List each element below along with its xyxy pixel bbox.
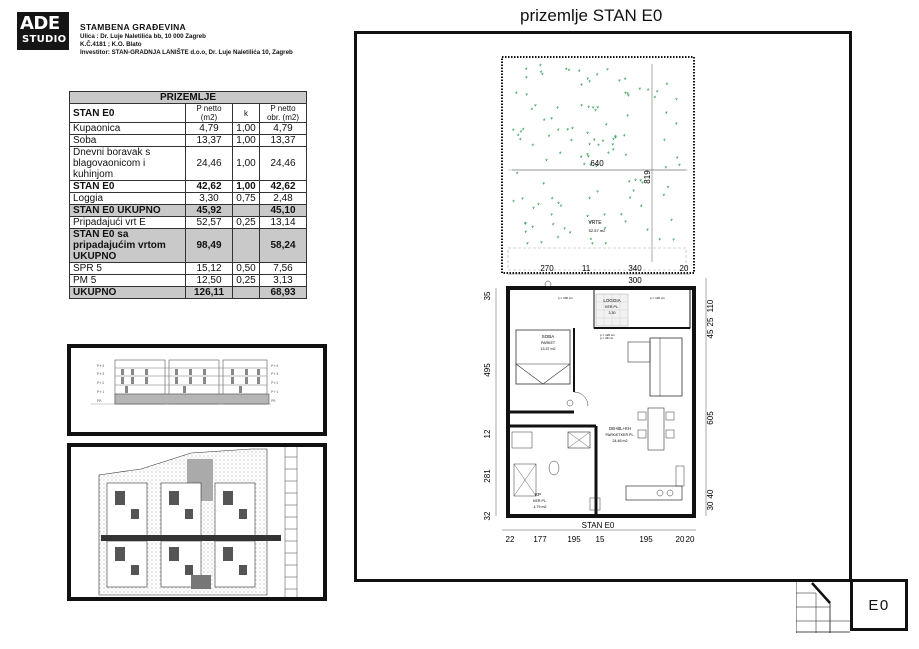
row-name: STAN E0 UKUPNO xyxy=(70,205,186,217)
window-label: p = 39 cm xyxy=(600,336,614,340)
header-k: k xyxy=(233,104,260,123)
grass-tuft xyxy=(543,182,545,184)
soba-area: 13.37 m2 xyxy=(540,347,556,351)
living-floor: PARK/ETKER.PL. xyxy=(605,433,635,437)
row-p-netto: 13,37 xyxy=(186,135,233,147)
grass-tuft xyxy=(556,106,558,108)
grass-tuft xyxy=(634,179,636,181)
dim-top-value: 20 xyxy=(679,264,689,273)
grass-tuft xyxy=(665,111,667,113)
row-name: PM 5 xyxy=(70,275,186,287)
row-p-netto-obr: 4,79 xyxy=(260,123,307,135)
dim-garden-width: 640 xyxy=(590,159,604,168)
project-investor: Investitor: STAN-GRADNJA LANIŠTE d.o.o, Dr. Luje Naletilića 10, Zagreb xyxy=(80,49,293,56)
grass-tuft xyxy=(586,215,588,217)
grass-tuft xyxy=(570,139,572,141)
project-parcel: K.Č.4181 ; K.O. Blato xyxy=(80,41,142,48)
soba-name: SOBA xyxy=(541,334,555,339)
loggia-name: LOGGIA xyxy=(603,298,621,303)
dim-300: 300 xyxy=(628,276,642,285)
dims-right xyxy=(706,299,715,510)
grass-tuft xyxy=(525,76,527,78)
grass-tuft xyxy=(571,127,573,129)
garden-area: 52.57 m2 xyxy=(588,228,606,233)
grass-tuft xyxy=(625,153,627,155)
grass-tuft xyxy=(552,223,554,225)
grass-tuft xyxy=(559,151,561,153)
dims-top xyxy=(540,264,689,285)
row-p-netto: 24,46 xyxy=(186,147,233,181)
row-k xyxy=(233,229,260,263)
row-name: UKUPNO xyxy=(70,287,186,299)
grass-tuft xyxy=(521,197,523,199)
toilet xyxy=(549,461,559,475)
row-name: Dnevni boravak s blagovaonicom i kuhinjom xyxy=(70,147,186,181)
dim-left-value: 12 xyxy=(483,429,492,439)
grass-tuft xyxy=(558,202,560,204)
dim-right-value: 40 xyxy=(706,489,715,499)
dim-top-value: 11 xyxy=(581,264,591,273)
grass-tuft xyxy=(589,143,591,145)
row-p-netto-obr: 7,56 xyxy=(260,263,307,275)
grass-tuft xyxy=(606,68,608,70)
elevation-level-label: P+1 xyxy=(97,390,105,394)
grass-tuft xyxy=(534,104,536,106)
grass-tuft xyxy=(545,159,547,161)
grass-tuft xyxy=(589,197,591,199)
dim-bottom-value: 20 xyxy=(685,535,695,544)
grass-tuft xyxy=(588,105,590,107)
row-p-netto: 52,57 xyxy=(186,217,233,229)
grass-tuft xyxy=(656,90,658,92)
dim-right-value: 110 xyxy=(706,299,715,313)
window-label: p = 100 cm xyxy=(558,296,573,300)
row-k: 0,75 xyxy=(233,193,260,205)
table-row xyxy=(70,193,307,205)
row-p-netto: 4,79 xyxy=(186,123,233,135)
row-k: 1,00 xyxy=(233,181,260,193)
grass-tuft xyxy=(588,80,590,82)
row-p-netto-obr: 24,46 xyxy=(260,147,307,181)
elevation-level-label: PR xyxy=(271,399,276,403)
row-p-netto-obr: 68,93 xyxy=(260,287,307,299)
elevation-drawing xyxy=(71,348,323,432)
row-p-netto-obr: 2,48 xyxy=(260,193,307,205)
table-row xyxy=(70,263,307,275)
grass-tuft xyxy=(533,206,535,208)
grass-tuft xyxy=(551,213,553,215)
elevation-level-label: P+1 xyxy=(271,390,279,394)
grass-tuft xyxy=(602,139,604,141)
grass-tuft xyxy=(551,197,553,199)
project-street: Ulica : Dr. Luje Naletilića bb, 10 000 Zagreb xyxy=(80,33,206,40)
kitchen-counter xyxy=(626,486,682,500)
row-k: 1,00 xyxy=(233,123,260,135)
grass-tuft xyxy=(515,91,517,93)
grass-tuft xyxy=(525,67,527,69)
row-name: Loggia xyxy=(70,193,186,205)
floor-plan xyxy=(460,52,720,552)
grass-tuft xyxy=(520,130,522,132)
studio-logo xyxy=(17,12,69,50)
grass-tuft xyxy=(667,186,669,188)
row-k: 0,25 xyxy=(233,275,260,287)
dim-bottom-value: 177 xyxy=(533,535,547,544)
grass-tuft xyxy=(592,106,594,108)
grass-tuft xyxy=(593,138,595,140)
grass-tuft xyxy=(568,69,570,71)
grass-tuft xyxy=(640,204,642,206)
dim-right-value: 45 xyxy=(706,329,715,339)
grass-tuft xyxy=(587,131,589,133)
table-header-row xyxy=(70,104,307,123)
grass-tuft xyxy=(605,242,607,244)
grass-tuft xyxy=(620,213,622,215)
grass-tuft xyxy=(597,106,599,108)
elevation-level-label: P+2 xyxy=(97,381,105,385)
table-row xyxy=(70,229,307,263)
grass-tuft xyxy=(612,143,614,145)
dim-bottom-value: 195 xyxy=(639,535,653,544)
living-name: DB+BL+KH xyxy=(609,426,631,431)
washbasin xyxy=(512,432,532,448)
grass-tuft xyxy=(525,230,527,232)
dim-bottom-value: 20 xyxy=(675,535,685,544)
grass-tuft xyxy=(597,144,599,146)
logo-text-studio: STUDIO xyxy=(22,34,67,45)
grass-tuft xyxy=(594,109,596,111)
grass-tuft xyxy=(625,220,627,222)
dim-right-value: 25 xyxy=(706,317,715,327)
row-name: Soba xyxy=(70,135,186,147)
grass-tuft xyxy=(629,196,631,198)
grass-tuft xyxy=(597,190,599,192)
grass-tuft xyxy=(532,144,534,146)
table-row xyxy=(70,147,307,181)
grass-tuft xyxy=(624,91,626,93)
grass-tuft xyxy=(557,236,559,238)
grass-tuft xyxy=(628,180,630,182)
window-label: p = 120 cm xyxy=(600,333,615,337)
project-info xyxy=(80,22,293,57)
dim-left-value: 281 xyxy=(483,469,492,483)
grass-tuft xyxy=(512,200,514,202)
grass-tuft xyxy=(673,238,675,240)
sofa xyxy=(650,338,682,396)
elevation-level-label: PR xyxy=(97,399,102,403)
dim-left-value: 35 xyxy=(483,291,492,301)
living-area: 24.46 m2 xyxy=(612,439,628,443)
grass-tuft xyxy=(532,225,534,227)
grass-tuft xyxy=(526,242,528,244)
grass-tuft xyxy=(537,203,539,205)
dim-left-value: 495 xyxy=(483,363,492,377)
dim-right-value: 30 xyxy=(706,501,715,511)
dim-top-value: 270 xyxy=(540,264,554,273)
row-name: SPR 5 xyxy=(70,263,186,275)
grass-tuft xyxy=(512,128,514,130)
grass-tuft xyxy=(623,134,625,136)
grass-tuft xyxy=(624,77,626,79)
dims-bottom xyxy=(506,535,695,544)
fridge xyxy=(676,466,684,486)
row-k: 0,25 xyxy=(233,217,260,229)
dim-left-value: 32 xyxy=(483,511,492,521)
north-corner-symbol xyxy=(796,581,850,633)
grass-tuft xyxy=(541,73,543,75)
window-label: p = 120 cm xyxy=(650,296,665,300)
table-row xyxy=(70,135,307,147)
grass-tuft xyxy=(618,79,620,81)
elevation-level-label: P+3 xyxy=(271,372,279,376)
grass-tuft xyxy=(627,114,629,116)
header-p-netto-obr: P netto obr. (m2) xyxy=(260,104,307,123)
grass-tuft xyxy=(540,241,542,243)
grass-tuft xyxy=(569,231,571,233)
grass-tuft xyxy=(675,122,677,124)
grass-tuft xyxy=(590,238,592,240)
armchair xyxy=(628,342,650,362)
project-title: STAMBENA GRAĐEVINA xyxy=(80,22,186,32)
grass-tuft xyxy=(603,213,605,215)
header-p-netto: P netto (m2) xyxy=(186,104,233,123)
elevation-level-label: P+4 xyxy=(97,364,105,368)
grass-tuft xyxy=(596,73,598,75)
bath-name: KP xyxy=(534,492,542,497)
row-p-netto: 126,11 xyxy=(186,287,233,299)
site-plan-thumbnail xyxy=(67,443,327,601)
row-k: 0,50 xyxy=(233,263,260,275)
grass-tuft xyxy=(516,172,518,174)
elevation-thumbnail xyxy=(67,344,327,436)
row-p-netto: 15,12 xyxy=(186,263,233,275)
dim-top-value: 340 xyxy=(628,264,642,273)
grass-tuft xyxy=(548,134,550,136)
row-p-netto-obr: 3,13 xyxy=(260,275,307,287)
terrace-outline xyxy=(508,248,686,270)
grass-tuft xyxy=(666,82,668,84)
table-row xyxy=(70,123,307,135)
grass-tuft xyxy=(663,138,665,140)
grass-tuft xyxy=(591,242,593,244)
row-p-netto: 3,30 xyxy=(186,193,233,205)
row-name: Pripadajući vrt E xyxy=(70,217,186,229)
grass-tuft xyxy=(607,151,609,153)
grass-tuft xyxy=(531,108,533,110)
logo-text-ade: ADE xyxy=(20,13,60,34)
row-p-netto: 42,62 xyxy=(186,181,233,193)
grass-tuft xyxy=(646,228,648,230)
dining-table xyxy=(648,408,664,450)
garden-grass xyxy=(512,64,680,245)
row-k xyxy=(233,287,260,299)
row-name: Kupaonica xyxy=(70,123,186,135)
row-k: 1,00 xyxy=(233,135,260,147)
area-table xyxy=(69,91,307,299)
grass-tuft xyxy=(519,138,521,140)
dims-left xyxy=(483,291,492,520)
plan-title: prizemlje STAN E0 xyxy=(520,6,663,25)
elevation-level-label: P+3 xyxy=(97,372,105,376)
loggia-area: 3.30 xyxy=(608,311,616,315)
dim-garden-depth: 819 xyxy=(643,170,652,184)
loggia-floor: KER.PL. xyxy=(605,305,619,309)
row-k: 1,00 xyxy=(233,147,260,181)
grass-tuft xyxy=(551,117,553,119)
grass-tuft xyxy=(543,118,545,120)
row-p-netto-obr: 45,10 xyxy=(260,205,307,217)
grass-tuft xyxy=(612,148,614,150)
dim-bottom-value: 22 xyxy=(505,535,515,544)
grass-tuft xyxy=(675,98,677,100)
site-plan-drawing xyxy=(71,447,323,597)
grass-tuft xyxy=(522,128,524,130)
grass-tuft xyxy=(605,123,607,125)
elevation-level-label: P+2 xyxy=(271,381,279,385)
grass-tuft xyxy=(580,155,582,157)
header-name: STAN E0 xyxy=(70,104,186,123)
grass-tuft xyxy=(583,163,585,165)
grass-tuft xyxy=(564,227,566,229)
row-name: STAN E0 sa pripadajućim vrtom UKUPNO xyxy=(70,229,186,263)
grass-tuft xyxy=(659,238,661,240)
row-p-netto-obr: 42,62 xyxy=(260,181,307,193)
table-row xyxy=(70,181,307,193)
table-body xyxy=(70,123,307,299)
grass-tuft xyxy=(540,70,542,72)
grass-tuft xyxy=(633,189,635,191)
grass-tuft xyxy=(578,69,580,71)
grass-tuft xyxy=(517,134,519,136)
unit-label: STAN E0 xyxy=(581,521,615,530)
table-row xyxy=(70,217,307,229)
grass-tuft xyxy=(560,204,562,206)
grass-tuft xyxy=(565,67,567,69)
grass-tuft xyxy=(676,156,678,158)
dim-bottom-value: 195 xyxy=(567,535,581,544)
elevation-level-label: P+4 xyxy=(271,364,279,368)
grass-tuft xyxy=(587,77,589,79)
grass-tuft xyxy=(526,93,528,95)
door-swing xyxy=(574,392,588,406)
grass-tuft xyxy=(639,87,641,89)
grass-tuft xyxy=(539,64,541,66)
row-p-netto: 12,50 xyxy=(186,275,233,287)
table-row xyxy=(70,287,307,299)
row-k xyxy=(233,205,260,217)
table-row xyxy=(70,205,307,217)
bath-area: 4.79 m2 xyxy=(533,505,547,509)
unit-badge: E0 xyxy=(850,579,908,631)
grass-tuft xyxy=(557,128,559,130)
grass-tuft xyxy=(581,104,583,106)
grass-tuft xyxy=(580,83,582,85)
row-p-netto: 45,92 xyxy=(186,205,233,217)
grass-tuft xyxy=(612,138,614,140)
grass-tuft xyxy=(640,179,642,181)
row-p-netto-obr: 13,37 xyxy=(260,135,307,147)
dim-right-value: 605 xyxy=(706,411,715,425)
dim-bottom-value: 15 xyxy=(595,535,605,544)
soba-floor: PARKET xyxy=(540,341,556,345)
row-p-netto-obr: 13,14 xyxy=(260,217,307,229)
grass-tuft xyxy=(665,166,667,168)
garden-label: VRTE xyxy=(588,220,602,226)
grass-tuft xyxy=(647,88,649,90)
grass-tuft xyxy=(654,96,656,98)
bath-floor: KER.PL. xyxy=(533,499,547,503)
grass-tuft xyxy=(678,163,680,165)
grass-tuft xyxy=(567,128,569,130)
row-name: STAN E0 xyxy=(70,181,186,193)
grass-tuft xyxy=(670,218,672,220)
row-p-netto-obr: 58,24 xyxy=(260,229,307,263)
row-p-netto: 98,49 xyxy=(186,229,233,263)
grass-tuft xyxy=(663,194,665,196)
table-row xyxy=(70,275,307,287)
table-title: PRIZEMLJE xyxy=(70,92,307,104)
